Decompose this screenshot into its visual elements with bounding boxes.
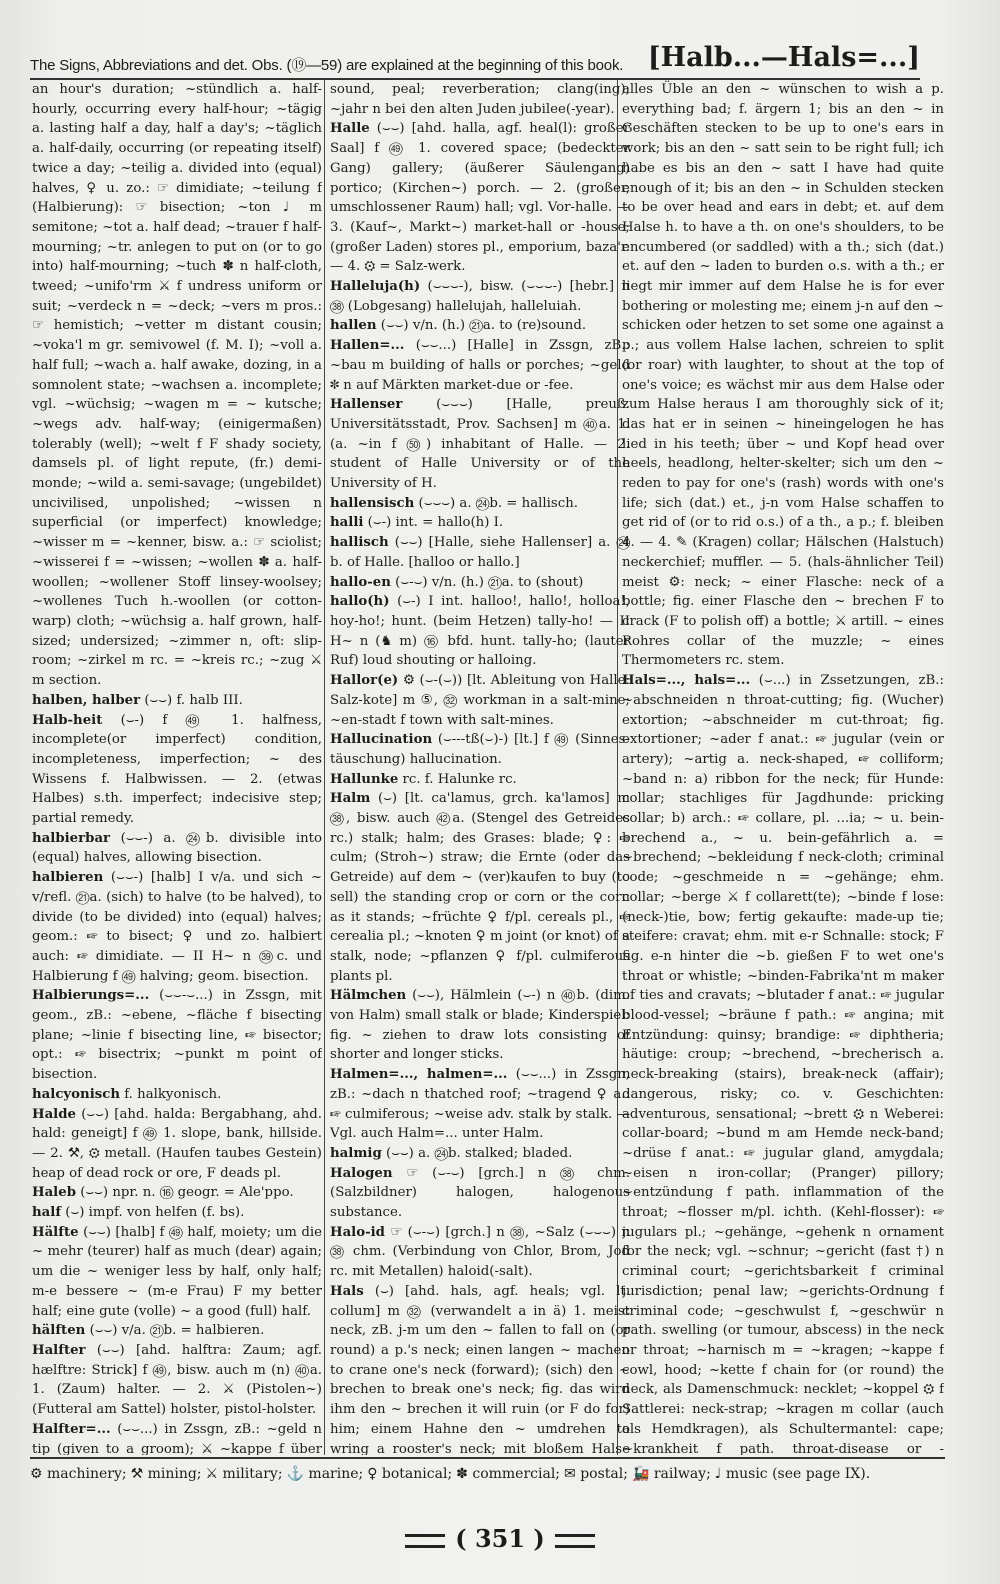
entry-headword: halmig (330, 1145, 382, 1161)
dictionary-entry (330, 336, 630, 395)
page-number-text: ( 351 ) (455, 1524, 545, 1553)
dictionary-entry (32, 868, 322, 986)
entry-headword: Halogen (330, 1165, 393, 1181)
entry-definition: (⌣⌣) [ahd. halftra: Zaum; agf. hælftre: Strick] f ㊾, bisw. auch m (n) ㊵a. 1. (Zaum) halter. — 2. ⚔ (Pistolen~) (Futteral am Sattel) holster, pistol-holster. (32, 1343, 322, 1418)
dictionary-entry (330, 1065, 630, 1144)
column-rule (324, 80, 325, 1455)
page-number (0, 1524, 1000, 1553)
dictionary-entry (330, 730, 630, 769)
entry-definition: (⌣⌣-) a. ㉔b. divisible into (equal) halves, allowing bisection. (32, 830, 322, 866)
entry-definition: (⌣⌣⌣) a. ㉔b. = hallisch. (418, 495, 578, 511)
entry-headword: halli (330, 515, 364, 531)
entry-headword: Halm (330, 791, 371, 807)
dictionary-entry (32, 1341, 322, 1420)
entry-headword: Halb-heit (32, 712, 103, 728)
legend-item: ✉ postal; (564, 1466, 628, 1482)
dictionary-entry (32, 1420, 322, 1455)
entry-definition: (⌣-) int. = hallo(h) I. (367, 515, 504, 531)
catchwords: [Halb...—Hals=...] (647, 42, 920, 73)
entry-definition: (⌣⌣-) [halb] I v/a. und sich ~ v/refl. ㉑a. (sich) to halve (to be halved), to divide (to be divided) into (equal) halves; geom.: ☞ to bisect; ♀ und zo. halbiert auch: ☞ dimidiate. — II H~ n ㊴c. und Halbierung f ㊾ halving; geom. bisection. (32, 870, 322, 984)
entry-headword: Hälfte (32, 1224, 79, 1240)
entry-definition: ☞ (⌣-⌣) [grch.] n ㊳ chm. (Salzbildner) halogen, halogenous substance. (330, 1165, 630, 1221)
entry-headword: Hallunke (330, 771, 399, 787)
dictionary-entry (32, 1203, 322, 1223)
dictionary-entry (32, 829, 322, 868)
entry-definition: ⚙ (⌣-(⌣)) [lt. Ableitung von Halle: Salz-kote] m ⑤, ㉜ workman in a salt-mine; ~en-stadt f town with salt-mines. (330, 673, 630, 728)
dictionary-entry (330, 277, 630, 316)
entry-definition: (⌣⌣) f. halb III. (144, 692, 243, 708)
entry-definition: f. halkyonisch. (124, 1086, 222, 1102)
entry-headword: Halo-id (330, 1224, 385, 1240)
symbol-legend (30, 1462, 960, 1486)
legend-item: ⚒ mining; (130, 1466, 202, 1482)
dictionary-entry (32, 986, 322, 1085)
entry-definition: (⌣⌣) v/a. ㉑b. = halbieren. (89, 1323, 265, 1339)
legend-item: ♩ music (see page IX). (714, 1466, 871, 1482)
entry-definition: (⌣-⌣) v/n. (h.) ㉑a. to (shout) (395, 574, 584, 590)
entry-definition: alles Üble an den ~ wünschen to wish a p. everything bad; f. ärgern 1; bis an den ~ in Geschäften stecken to be up to one's ears in work; bis an den ~ satt sein to be right full; ich habe es bis an den ~ satt I have had quite enough of it; bis an den ~ in Schulden stecken to be over head and ears in debt; et. auf dem Halse h. to have a th. on one's shoulders, to be encumbered (or saddled) with a th.; sich (dat.) et. auf den ~ laden to burden o.s. with a th.; er liegt mir immer auf dem Halse he is for ever bothering or molesting me; einem j-n auf den ~ schicken oder hetzen to set some one against a p.; aus vollem Halse lachen, schreien to split (or roar) with laughter, to shout at the top of one's voice; es wächst mir aus dem Halse oder zum Halse heraus I am thoroughly sick of it; das hat er in seinen ~ hineingelogen he has lied in his teeth; über ~ und Kopf head over heels, headlong, helter-skelter; sich um den ~ reden to pay for one's (rash) words with one's life; sich (dat.) et., j-n vom Halse schaffen to get rid of (or to rid o.s.) of a th., a p.; f. bleiben 4. — 4. ✎ (Kragen) collar; Hälschen (Halstuch) neckerchief; muffler. — 5. (hals-ähnlicher Teil) meist ⚙: neck; ~ einer Flasche: neck of a bottle; fig. einer Flasche den ~ brechen F to crack (F to polish off) a bottle; ⚔ artill. ~ eines Rohres collar of the muzzle; ~ eines Thermometers rc. stem. (622, 82, 944, 669)
entry-definition: ☞ (⌣-⌣) [grch.] n ㊳, ~Salz (⌣⌣⌣) n ㊳ chm. (Verbindung von Chlor, Brom, Jod rc. mit Metallen) haloid(-salt). (330, 1224, 630, 1280)
entry-headword: Hallor(e) (330, 673, 399, 689)
legend-item: 🚂 railway; (631, 1466, 711, 1482)
entry-headword: hälften (32, 1323, 86, 1339)
dictionary-entry (32, 1223, 322, 1322)
entry-headword: Hallenser (330, 397, 403, 413)
entry-headword: Halle (330, 121, 370, 137)
entry-headword: Halde (32, 1106, 76, 1122)
entry-definition: (⌣⌣) [ahd. halla, agf. heal(l): großer Saal] f ㊾ 1. covered space; (bedeckter Gang) gallery; (äußerer Säulengang) portico; (Kirchen~) porch. — 2. (großer, umschlossener Raum) hall; vgl. Vor-halle. — 3. (Kauf~, Markt~) market-hall or -house; (großer Laden) stores pl., emporium, baza'r. — 4. ⚙ = Salz-werk. (330, 121, 630, 275)
entry-definition: (⌣⌣) a. ㉔b. stalked; bladed. (386, 1145, 573, 1161)
entry-definition: (⌣⌣) npr. n. ⑯ geogr. = Ale'ppo. (80, 1185, 294, 1201)
entry-headword: Hals (330, 1283, 364, 1299)
dictionary-entry (330, 533, 630, 572)
entry-headword: Hälmchen (330, 988, 407, 1004)
entry-headword: halbieren (32, 870, 104, 886)
entry-definition: (⌣⌣...) in Zssgn, zB.: ~geld n tip (given to a groom); ⚔ ~kappe f über (32, 1421, 322, 1455)
entry-headword: hallen (330, 318, 377, 334)
entry-headword: hallo-en (330, 574, 391, 590)
entry-definition: (⌣...) in Zssetzungen, zB.: ~abschneiden n throat-cutting; fig. (Wucher) extortion; ~abschneider m cut-throat; fig. extortioner; ~ader f anat.: ☞ jugular (vein or artery); ~artig a. neck-shaped, ☞ colliform; ~band n: a) ribbon for the neck; für Hunde: collar; stachliges für Jagdhunde: pricking collar; b) arch.: ☞ collare, pl. ...ia; ~ u. bein-brechend a., ~ u. bein-gefährlich a. = ~brechend; ~bekleidung f neck-cloth; criminal code; ~geschmeide n = ~gehänge; ehm. collar; ~berge ⚔ f collarett(te); ~binde f lose: (neck-)tie, bow; fertig gekaufte: made-up tie; steifere: cravat; ehm. mit e-r Schnalle: stock; F fig. e-n hinter die ~b. gießen F to wet one's throat or whistle; ~binden-Fabrika'nt m maker of ties and cravats; ~blutader f anat.: ☞ jugular blood-vessel; ~bräune f path.: ☞ angina; mit Entzündung: quinsy; brandige: ☞ diphtheria; häutige: croup; ~brechend, ~brecherisch a. neck-breaking (stairs), break-neck (affair); dangerous, risky; co. v. Geschichten: adventurous, sensational; ~brett ⚙ n Weberei: collar-board; ~bund m am Hemde neck-band; ~drüse f anat.: ☞ jugular gland, amygdala; ~eisen n iron-collar; (Pranger) pillory; ~entzündung f path. inflammation of the throat; ~flosser m/pl. ichth. (Kehl-flosser): ☞ jugulars pl.; ~gehänge, ~gehenk n ornament for the neck; vgl. ~schnur; ~gericht (fast †) n criminal court; ~gerichtsbarkeit f criminal jurisdiction; penal law; ~gerichts-Ordnung f criminal code; ~geschwulst f, ~geschwür n path. swelling (or tumour, abscess) in the neck or throat; ~harnisch m = ~kragen; ~kappe f cowl, hood; ~kette f chain for (or round) the neck, als Damenschmuck: necklet; ~koppel ⚙ f Sattlerei: neck-strap; ~kragen m collar (auch als Hemdkragen), als Schultermantel: cape; ~krankheit f path. throat-disease or - (622, 673, 944, 1455)
entry-definition: (⌣-) I int. halloo!, hallo!, holloa!, hoy-ho!; hunt. (beim Hetzen) tally-ho! — II H~ n (♞ m) ⑯ bfd. hunt. tally-ho; (lauter Ruf) loud shouting or halloing. (330, 594, 630, 669)
dictionary-entry (32, 80, 322, 691)
dictionary-entry (330, 1282, 630, 1455)
dictionary-entry (330, 770, 630, 790)
entry-headword: Halfter (32, 1343, 86, 1358)
dictionary-entry (622, 671, 944, 1455)
entry-definition: (⌣⌣) [halb] f ㊾ half, moiety; um die ~ mehr (teurer) half as much (dear) again; um die ~ weniger less by half, only half; m-e bessere ~ (m-e Frau) F my better half; eine gute (volle) ~ a good (full) half. (32, 1224, 322, 1319)
entry-headword: Halbierungs=... (32, 988, 150, 1004)
entry-definition: (⌣) impf. von helfen (f. bs). (65, 1205, 245, 1221)
entry-definition: (⌣) [lt. ca'lamus, grch. ka'lamos] m ㊳, bisw. auch ㊷a. (Stengel des Getreides rc.) stalk; halm; des Grases: blade; ♀: ☞ culm; (Stroh~) straw; die Ernte (oder das Getreide) auf dem ~ (ver)kaufen to buy (to sell) the standing crop or corn or the corn as it stands; ~früchte ♀ f/pl. cereals pl., ☞ cerealia pl.; ~knoten ♀ m joint (or knot) of a stalk, node; ~pflanzen ♀ f/pl. culmiferous plants pl. (330, 791, 630, 984)
entry-definition: (⌣-) f ㊾ 1. halfness, incomplete(or imperfect) condition, incompleteness, imperfection; ~ des Wissens f. Halbwissen. — 2. (etwas Halbes) s.th. imperfect; indecisive step; partial remedy. (32, 712, 322, 827)
entry-headword: Halleluja(h) (330, 279, 421, 295)
dictionary-entry (32, 691, 322, 711)
dictionary-entry (330, 80, 630, 119)
entry-definition: (⌣⌣) [ahd. halda: Bergabhang, ahd. hald: geneigt] f ㊾ 1. slope, bank, hillside. — 2. ⚒, ⚙ metall. (Haufen taubes Gestein) heap of dead rock or ore, F deads pl. (32, 1106, 322, 1181)
dictionary-entry (330, 1144, 630, 1164)
entry-definition: (⌣⌣⌣-), bisw. (⌣⌣⌣-) [hebr.] n ㊳ (Lobgesang) hallelujah, halleluiah. (330, 279, 630, 314)
legend-item: ⚓ marine; (286, 1466, 364, 1482)
dictionary-entry (330, 1164, 630, 1223)
entry-headword: Hals=..., hals=... (622, 673, 751, 689)
abbreviation-note: The Signs, Abbreviations and det. Obs. (⑲—59) are explained at the beginning of this book. (30, 57, 624, 74)
entry-headword: Hallen=... (330, 338, 405, 354)
entry-definition: (⌣⌣), Hälmlein (⌣-) n ㊵b. (dim. von Halm) small stalk or blade; Kinderspiel: fig. ~ ziehen to draw lots consisting of shorter and longer sticks. (330, 988, 630, 1063)
entry-definition: (⌣⌣⌣) [Halle, preuß. Universitätsstadt, Prov. Sachsen] m ㊵a. 1. (a. ~in f ㊿) inhabitant of Halle. — 2. student of Halle University or of the University of H. (330, 397, 630, 492)
entry-headword: hallisch (330, 535, 389, 551)
page-number-ornament (405, 1534, 445, 1548)
dictionary-entry (330, 986, 630, 1065)
entry-definition: (⌣---tß(⌣)-) [lt.] f ㊾ (Sinnes-täuschung) hallucination. (330, 732, 630, 767)
entry-definition: (⌣⌣...) in Zssgn, zB.: ~dach n thatched roof; ~tragend ♀ a.: ☞ culmiferous; ~weise adv. stalk by stalk. — Vgl. auch Halm=... unter Halm. (330, 1067, 630, 1142)
entry-headword: Hallucination (330, 732, 433, 748)
dictionary-entry (330, 119, 630, 277)
entry-headword: Haleb (32, 1185, 76, 1201)
dictionary-entry (32, 1183, 322, 1203)
dictionary-entry (330, 395, 630, 494)
entry-headword: half (32, 1205, 62, 1221)
entry-headword: hallo(h) (330, 594, 390, 610)
legend-item: ⚙ machinery; (30, 1466, 127, 1482)
entry-definition: (⌣⌣-⌣...) in Zssgn, mit geom., zB.: ~ebene, ~fläche f bisecting plane; ~linie f bisecting line, ☞ bisector; opt.: ☞ bisectrix; ~punkt m point of bisection. (32, 988, 322, 1083)
entry-definition: sound, peal; reverberation; clang(ing); ~jahr n bei den alten Juden jubilee(-year). (330, 82, 630, 117)
columns (30, 80, 945, 1455)
dictionary-entry (32, 1321, 322, 1341)
entry-definition: (⌣⌣) v/n. (h.) ㉑a. to (re)sound. (380, 318, 587, 334)
legend-item: ♀ botanical; (367, 1466, 453, 1482)
legend-item: ⚔ military; (205, 1466, 283, 1482)
dictionary-entry (330, 494, 630, 514)
dictionary-entry (32, 1085, 322, 1105)
dictionary-entry (32, 1105, 322, 1184)
dictionary-entry (330, 1223, 630, 1282)
column-3 (622, 80, 944, 1455)
dictionary-entry (330, 573, 630, 593)
footer-rule (30, 1457, 945, 1459)
column-2 (330, 80, 630, 1455)
dictionary-entry (330, 671, 630, 730)
entry-headword: hallensisch (330, 495, 415, 511)
entry-definition: an hour's duration; ~stündlich a. half-hourly, occurring every half-hour; ~tägig a. lasting half a day, half a day's; ~täglich a. half-daily, occurring (or repeating itself) twice a day; ~teilig a. divided into (equal) halves, ♀ u. zo.: ☞ dimidiate; ~teilung f (Halbierung): ☞ bisection; ~ton ♩ m semitone; ~tot a. half dead; ~trauer f half-mourning; ~tr. anlegen to put on (or to go into) half-mourning; ~tuch ✽ n half-cloth, tweed; ~unifo'rm ⚔ f undress uniform or suit; ~verdeck n = ~deck; ~vers m pros.: ☞ hemistich; ~vetter m distant cousin; ~voka'l m gr. semivowel (f. M. I); ~voll a. half full; ~wach a. half awake, dozing, in a somnolent state; ~wachsen a. incomplete; vgl. ~wüchsig; ~wagen m = ~ kutsche; ~wegs adv. half-way; (einigermaßen) tolerably (well); ~welt f F shady society, damsels pl. of light repute, (fr.) demi-monde; ~wild a. semi-savage; (ungebildet) uncivilised, unpolished; ~wissen n superficial (or imperfect) knowledge; ~wisser m = ~kenner, bisw. a.: ☞ sciolist; ~wisserei f = ~wissen; ~wollen ✽ a. half-woollen; ~wollener Stoff linsey-woolsey; ~wollenes Tuch h.-woollen (or cotton-warp) cloth; ~wüchsig a. half grown, half-sized; undersized; ~zimmer n, oft: slip-room; ~zirkel m rc. = ~kreis rc.; ~zug ⚔ m section. (32, 82, 322, 689)
page-header (30, 40, 920, 80)
dictionary-entry (330, 316, 630, 336)
entry-headword: halcyonisch (32, 1086, 120, 1102)
dictionary-entry (330, 513, 630, 533)
dictionary-entry (622, 80, 944, 671)
dictionary-entry (330, 789, 630, 986)
page-number-ornament (555, 1534, 595, 1548)
column-1 (32, 80, 322, 1455)
dictionary-entry (32, 711, 322, 829)
entry-headword: halben, halber (32, 692, 141, 708)
entry-headword: halbierbar (32, 830, 111, 846)
entry-headword: Halmen=..., halmen=... (330, 1067, 508, 1083)
entry-definition: (⌣⌣) [Halle, siehe Hallenser] a. ㉔b. of Halle. [halloo or hallo.] (330, 535, 630, 570)
entry-definition: rc. f. Halunke rc. (402, 771, 517, 787)
entry-headword: Halfter=... (32, 1421, 111, 1437)
dictionary-entry (330, 592, 630, 671)
entry-definition: (⌣⌣...) [Halle] in Zssgn, zB.: ~bau m building of halls or porches; ~geld ✽ n auf Märkten market-due or -fee. (330, 338, 630, 393)
entry-definition: (⌣) [ahd. hals, agf. heals; vgl. lt. collum] m ㉜ (verwandelt a in ä) 1. meist neck, zB. j-m um den ~ fallen to fall on (or round) a p.'s neck; einen langen ~ machen to crane one's neck (forward); (sich) den ~ brechen to break one's neck; fig. das wird ihm den ~ brechen it will ruin (or F do for) him; einem Hahne den ~ umdrehen to wring a rooster's neck; mit bloßem Halse (330, 1283, 630, 1455)
legend-item: ✽ commercial; (456, 1466, 561, 1482)
